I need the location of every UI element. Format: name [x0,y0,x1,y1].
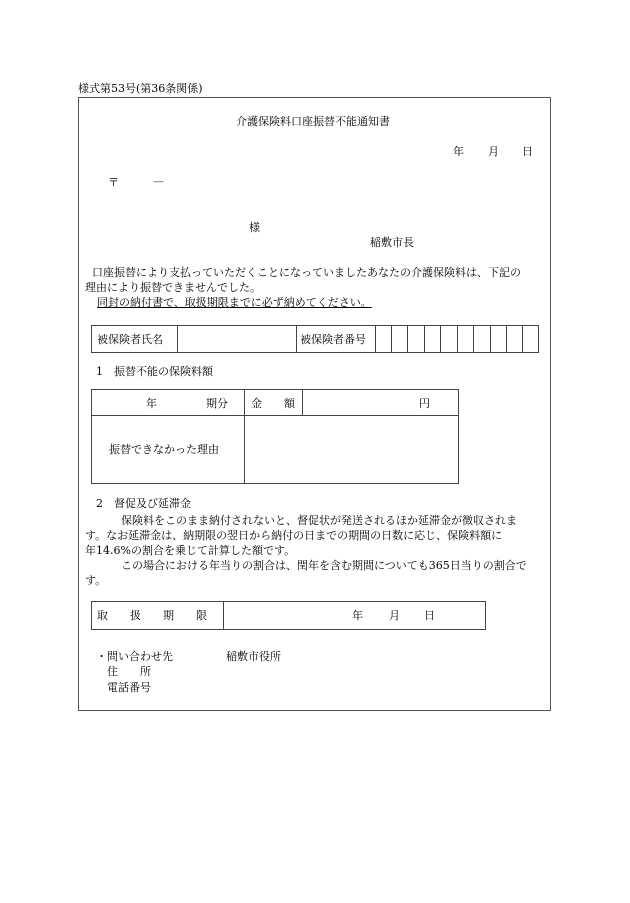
amount-col-divider [302,389,303,415]
number-cell-divider [440,325,441,353]
document-title: 介護保険料口座振替不能通知書 [236,115,390,128]
date-month-label: 月 [488,145,499,158]
section2-title: 2 督促及び延滞金 [96,497,191,510]
body-line-2: 理由により振替できませんでした。 [85,281,261,294]
number-cell-divider [473,325,474,353]
number-cell-divider [391,325,392,353]
number-cell-divider [407,325,408,353]
premium-table-col-divider [244,389,245,484]
form-number: 様式第53号(第36条関係) [78,82,203,95]
section2-p2-line2: す。 [85,574,107,587]
insured-divider-1 [177,325,178,353]
section2-p1-line3: 年14.6%の割合を乗じて計算した額です。 [85,544,296,557]
number-cell-divider [424,325,425,353]
contact-address-label: 住 所 [107,665,151,678]
contact-phone-label: 電話番号 [107,681,151,694]
yen-label: 円 [419,397,430,410]
insured-divider-3 [375,325,376,353]
body-line-3: 同封の納付書で、取扱期限までに必ず納めてください。 [97,296,372,309]
deadline-year: 年 [352,609,363,622]
deadline-label: 取 扱 期 限 [97,609,207,622]
amount-label: 金 額 [251,397,295,410]
date-day-label: 日 [522,145,533,158]
premium-table-row-divider [91,415,459,416]
deadline-month: 月 [389,609,400,622]
date-year-label: 年 [453,145,464,158]
deadline-day: 日 [424,609,435,622]
number-cell-divider [522,325,523,353]
deadline-divider [223,601,224,630]
insured-divider-2 [296,325,297,353]
year-label: 年 [146,397,157,410]
number-cell-divider [506,325,507,353]
postal-dash: — [153,175,164,188]
section2-p1-line2: す。なお延滞金は、納期限の翌日から納付の日までの期間の日数に応じ、保険料額に [85,529,503,542]
section2-p1-line1: 保険料をこのまま納付されないと、督促状が発送されるほか延滞金が徴収されま [121,514,517,527]
contact-office: 稲敷市役所 [226,650,281,663]
section2-p2-line1: この場合における年当りの割合は、閏年を含む期間についても365日当りの割合で [121,559,527,572]
period-label: 期分 [206,397,228,410]
insured-name-label: 被保険者氏名 [97,333,163,346]
issuer-name: 稲敷市長 [370,236,414,249]
contact-heading: ・問い合わせ先 [96,650,173,663]
insured-number-label: 被保険者番号 [300,333,366,346]
section1-title: 1 振替不能の保険料額 [96,365,213,378]
reason-label: 振替できなかった理由 [109,443,219,456]
postal-mark: 〒 [108,176,119,189]
honorific-sama: 様 [249,221,260,234]
number-cell-divider [490,325,491,353]
body-line-1: 口座振替により支払っていただくことになっていましたあなたの介護保険料は、下記の [92,266,521,279]
number-cell-divider [457,325,458,353]
